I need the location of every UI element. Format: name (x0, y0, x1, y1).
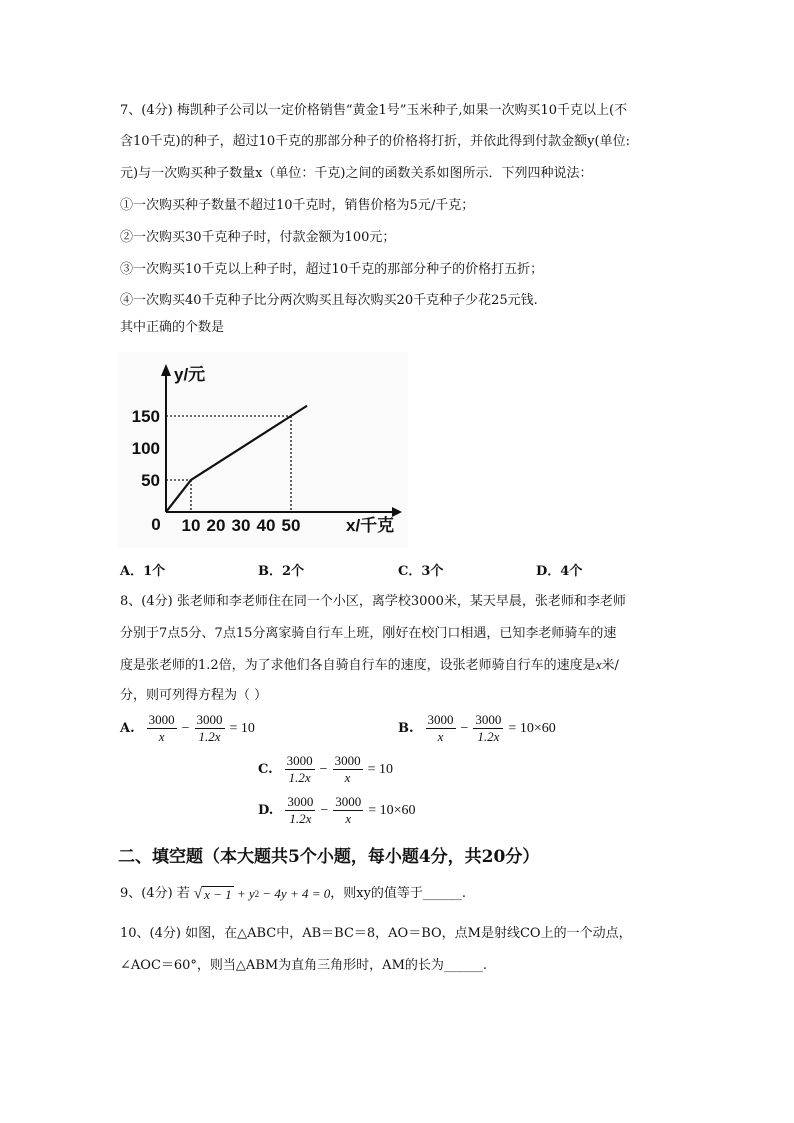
q7-text-line3: 元)与一次购买种子数量x（单位：千克)之间的函数关系如图所示．下列四种说法： (120, 166, 593, 181)
option-label: A. (120, 721, 135, 736)
fraction-1 (147, 712, 177, 745)
equation-rhs: = 10×60 (368, 802, 416, 818)
x-tick-label-30: 30 (231, 516, 251, 535)
q8-text-line4: 分，则可列得方程为（ ） (120, 688, 268, 703)
x-axis-label: x/千克 (346, 516, 395, 535)
x-tick-label-40: 40 (256, 516, 276, 535)
q7-text-line2: 含10千克)的种子，超过10千克的那部分种子的价格将打折，并依此得到付款金额y(单位: (120, 134, 630, 149)
fraction-1 (285, 794, 315, 827)
q7-option-a[interactable]: A．1个 (120, 564, 166, 579)
y-tick-label-50: 50 (141, 471, 160, 490)
minus-sign: − (320, 802, 329, 818)
denominator: 1.2x (477, 729, 500, 744)
minus-sign: − (460, 720, 469, 736)
fraction-2 (333, 794, 363, 827)
option-label: D. (258, 803, 274, 818)
q10-text-line1: 10、(4分) 如图，在△ABC中，AB＝BC＝8，AO＝BO，点M是射线CO上的一个动点， (120, 926, 632, 941)
section-heading-fill-in: 二、填空题（本大题共5个小题，每小题4分，共20分） (118, 847, 540, 867)
q7-option-b[interactable]: B．2个 (258, 564, 305, 579)
denominator: x (437, 729, 444, 744)
q8-text-line2: 分别于7点5分、7点15分离家骑自行车上班，刚好在校门口相遇，已知李老师骑车的速 (120, 626, 617, 641)
equation-rhs: = 10 (367, 761, 393, 777)
x-tick-label-20: 20 (206, 516, 226, 535)
numerator: 3000 (427, 712, 454, 727)
q9-prefix: 9、(4分) 若 (120, 886, 190, 901)
equation-rhs: = 10×60 (508, 720, 556, 736)
denominator: 1.2x (288, 770, 311, 785)
q10-text-line2: ∠AOC＝60°，则当△ABM为直角三角形时，AM的长为______. (120, 958, 488, 973)
y-axis-label: y/元 (174, 365, 206, 384)
numerator: 3000 (475, 712, 502, 727)
x-tick-label-50: 50 (281, 516, 301, 535)
q8-option-b[interactable] (398, 712, 559, 745)
option-label: B. (398, 721, 414, 736)
y-tick-label-150: 150 (131, 407, 160, 426)
q8-text-line1: 8、(4分) 张老师和李老师住在同一个小区，离学校3000米，某天早晨，张老师和李老师 (120, 594, 626, 609)
y-tick-label-100: 100 (131, 439, 160, 458)
q9-radicand: x − 1 (204, 886, 232, 902)
q7-option-c[interactable]: C．3个 (398, 564, 444, 579)
origin-label: 0 (151, 515, 161, 534)
sqrt-symbol: √ (193, 886, 203, 902)
q7-statement-3: ③一次购买10千克以上种子时，超过10千克的那部分种子的价格打五折； (120, 262, 544, 277)
numerator: 3000 (287, 794, 314, 809)
minus-sign: − (319, 761, 328, 777)
q7-statement-1: ①一次购买种子数量不超过10千克时，销售价格为5元/千克； (120, 198, 475, 213)
fraction-2 (195, 712, 225, 745)
numerator: 3000 (148, 712, 175, 727)
q8-line3-text: 度是张老师的1.2倍，为了求他们各自骑自行车的速度，设张老师骑自行车的速度是 (120, 658, 596, 673)
denominator: 1.2x (198, 729, 221, 744)
denominator: x (344, 770, 351, 785)
price-function-chart (118, 352, 408, 548)
numerator: 3000 (286, 753, 313, 768)
q8-line3-tail: 米/ (601, 658, 619, 673)
denominator: x (345, 811, 352, 826)
denominator: x (158, 729, 165, 744)
q9-text (120, 884, 466, 904)
x-tick-label-10: 10 (181, 516, 201, 535)
q9-tail-math: − 4y + 4 = 0 (259, 886, 331, 901)
equation-rhs: = 10 (229, 720, 255, 736)
fraction-1 (285, 753, 315, 786)
q7-prompt: 其中正确的个数是 (120, 320, 225, 335)
minus-sign: − (181, 720, 190, 736)
fraction-1 (426, 712, 456, 745)
fraction-2 (333, 753, 363, 786)
denominator: 1.2x (289, 811, 312, 826)
option-label: C. (258, 762, 273, 777)
fraction-2 (473, 712, 503, 745)
q8-text-line3 (120, 655, 619, 676)
q9-sup: 2 (254, 889, 260, 899)
q8-option-c[interactable] (258, 753, 396, 786)
q8-option-a[interactable] (120, 712, 258, 745)
numerator: 3000 (335, 794, 362, 809)
q9-mid: + y (233, 886, 255, 901)
q8-option-d[interactable] (258, 794, 419, 827)
numerator: 3000 (334, 753, 361, 768)
q7-statement-4: ④一次购买40千克种子比分两次购买且每次购买20千克种子少花25元钱. (120, 293, 538, 308)
q7-text-line1: 7、(4分) 梅凯种子公司以一定价格销售“黄金1号”玉米种子,如果一次购买10千克以上(不 (120, 103, 628, 118)
q7-statement-2: ②一次购买30千克种子时，付款金额为100元； (120, 230, 396, 245)
q7-option-d[interactable]: D．4个 (536, 564, 583, 579)
numerator: 3000 (196, 712, 223, 727)
q8-line3-var: x (595, 657, 602, 672)
q9-postfix: ，则xy的值等于______. (330, 886, 467, 901)
